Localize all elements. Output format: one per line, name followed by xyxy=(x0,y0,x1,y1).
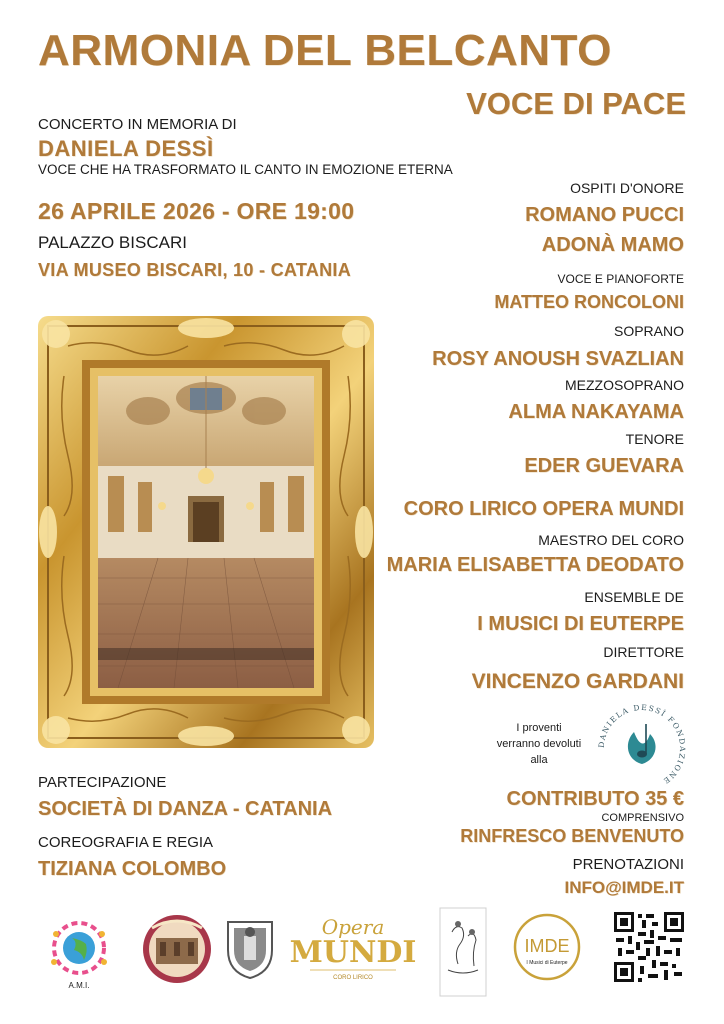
credit-name: ALMA NAKAYAMA xyxy=(508,401,684,423)
imde-logo xyxy=(512,912,582,984)
ticket-price: CONTRIBUTO 35 € xyxy=(506,788,684,810)
credit-role: MAESTRO DEL CORO xyxy=(538,532,684,548)
dedicatee-name: DANIELA DESSÌ xyxy=(38,136,214,161)
credit-name: VINCENZO GARDANI xyxy=(471,670,684,693)
dedication-tagline: VOCE CHE HA TRASFORMATO IL CANTO IN EMOZIONE ETERNA xyxy=(38,162,453,177)
imde-subtext: I Musici di Euterpe xyxy=(526,960,568,966)
booking-email[interactable]: INFO@IMDE.IT xyxy=(564,878,684,897)
circolo-logo xyxy=(142,908,212,990)
crest-logo xyxy=(222,916,278,982)
credit-role: OSPITI D'ONORE xyxy=(570,180,684,196)
credit-role: MEZZOSOPRANO xyxy=(564,377,684,393)
credit-name: ROSY ANOUSH SVAZLIAN xyxy=(432,348,684,370)
participation-label: PARTECIPAZIONE xyxy=(38,774,167,791)
choreography-name: TIZIANA COLOMBO xyxy=(38,858,227,880)
credit-name: I MUSICI DI EUTERPE xyxy=(477,613,684,635)
proceeds-note: I proventi verranno devoluti alla xyxy=(496,722,582,766)
event-venue: PALAZZO BISCARI xyxy=(38,233,187,252)
credit-role: DIRETTORE xyxy=(603,644,684,660)
poster-subtitle: VOCE DI PACE xyxy=(466,86,686,121)
ami-logo-text: A.M.I. xyxy=(68,981,90,990)
choreography-label: COREOGRAFIA E REGIA xyxy=(38,834,214,851)
opera-mundi-sub: CORO LIRICO xyxy=(333,975,373,981)
credit-role: ENSEMBLE DE xyxy=(584,589,684,605)
danza-logo xyxy=(438,906,488,998)
foundation-name: DANIELA DESSÌ FONDAZIONE xyxy=(596,702,688,787)
fondazione-dessi-logo xyxy=(594,702,690,792)
credit-name: MATTEO RONCOLONI xyxy=(494,292,684,312)
ami-logo xyxy=(44,916,114,992)
participation-name: SOCIETÀ DI DANZA - CATANIA xyxy=(38,798,333,820)
poster-title: ARMONIA DEL BELCANTO xyxy=(38,26,612,75)
credit-name: EDER GUEVARA xyxy=(524,455,684,477)
booking-label: PRENOTAZIONI xyxy=(572,856,684,873)
opera-mundi-script: Opera xyxy=(321,915,385,939)
credit-name: MARIA ELISABETTA DEODATO xyxy=(386,554,684,576)
credit-role: SOPRANO xyxy=(613,323,684,339)
credit-name: ADONÀ MAMO xyxy=(541,234,684,256)
price-includes: RINFRESCO BENVENUTO xyxy=(460,826,684,846)
event-date-time: 26 APRILE 2026 - ORE 19:00 xyxy=(38,198,355,224)
memorial-intro: CONCERTO IN MEMORIA DI xyxy=(38,116,237,133)
event-address: VIA MUSEO BISCARI, 10 - CATANIA xyxy=(38,260,351,280)
framed-hall-painting xyxy=(38,316,374,748)
credit-role: VOCE E PIANOFORTE xyxy=(557,272,684,286)
qr-code[interactable] xyxy=(612,910,686,984)
opera-mundi-logo xyxy=(290,912,416,984)
opera-mundi-name: MUNDI xyxy=(290,935,416,970)
credit-name: ROMANO PUCCI xyxy=(525,204,684,226)
imde-text: IMDE xyxy=(524,936,570,956)
credit-role: TENORE xyxy=(625,431,684,447)
price-includes-label: COMPRENSIVO xyxy=(601,812,684,824)
credit-name: CORO LIRICO OPERA MUNDI xyxy=(403,498,684,520)
